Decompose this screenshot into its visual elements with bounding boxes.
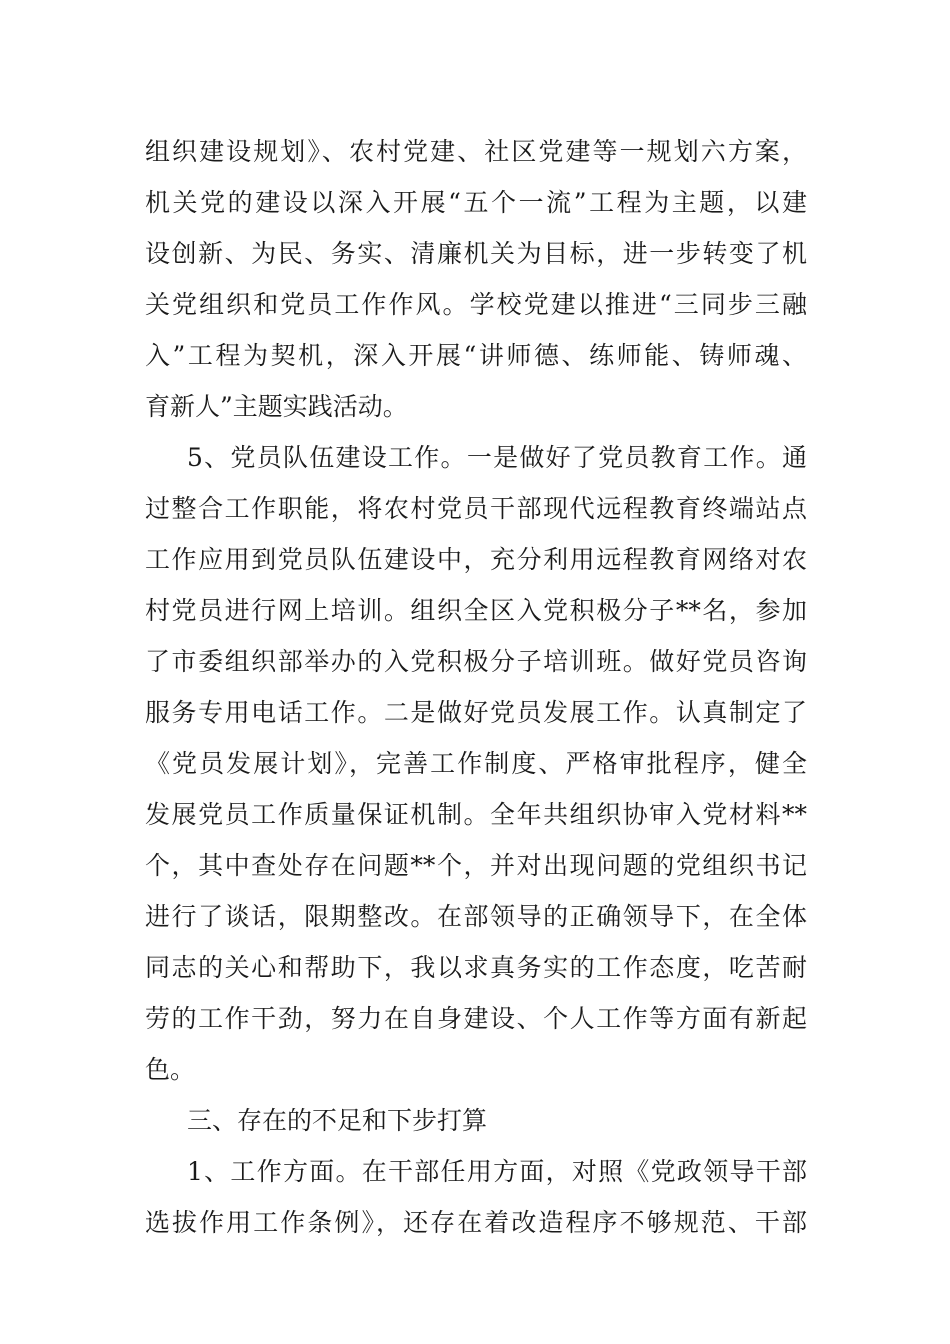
text-line: 设创新、为民、务实、清廉机关为目标，进一步转变了机 bbox=[145, 239, 807, 268]
text-line: 村党员进行网上培训。组织全区入党积极分子**名，参加 bbox=[145, 596, 807, 625]
text-line: 育新人”主题实践活动。 bbox=[145, 392, 408, 421]
text-line: 服务专用电话工作。二是做好党员发展工作。认真制定了 bbox=[145, 698, 807, 727]
text-line: 《党员发展计划》，完善工作制度、严格审批程序，健全 bbox=[145, 749, 807, 778]
text-line: 同志的关心和帮助下，我以求真务实的工作态度，吃苦耐 bbox=[145, 953, 807, 982]
text-line: 入”工程为契机，深入开展“讲师德、练师能、铸师魂、 bbox=[145, 341, 807, 370]
text-line: 色。 bbox=[145, 1055, 196, 1084]
text-line: 关党组织和党员工作作风。学校党建以推进“三同步三融 bbox=[145, 290, 807, 319]
paragraph-member-team bbox=[145, 432, 807, 1095]
document-body bbox=[145, 126, 807, 1248]
paragraph-party-building bbox=[145, 126, 807, 432]
text-line: 组织建设规划》、农村党建、社区党建等一规划六方案， bbox=[145, 137, 807, 166]
text-line: 发展党员工作质量保证机制。全年共组织协审入党材料** bbox=[145, 800, 807, 829]
text-line: 1、工作方面。在干部任用方面，对照《党政领导干部 bbox=[187, 1157, 807, 1186]
section-heading-text: 三、存在的不足和下步打算 bbox=[187, 1106, 488, 1135]
paragraph-work-aspect bbox=[145, 1146, 807, 1248]
text-line: 过整合工作职能，将农村党员干部现代远程教育终端站点 bbox=[145, 494, 807, 523]
text-line: 进行了谈话，限期整改。在部领导的正确领导下，在全体 bbox=[145, 902, 807, 931]
text-line: 了市委组织部举办的入党积极分子培训班。做好党员咨询 bbox=[145, 647, 807, 676]
text-line: 个，其中查处存在问题**个，并对出现问题的党组织书记 bbox=[145, 851, 807, 880]
text-line: 机关党的建设以深入开展“五个一流”工程为主题，以建 bbox=[145, 188, 807, 217]
text-line: 5、党员队伍建设工作。一是做好了党员教育工作。通 bbox=[187, 443, 807, 472]
text-line: 选拔作用工作条例》，还存在着改造程序不够规范、干部 bbox=[145, 1208, 807, 1237]
section-heading bbox=[145, 1095, 807, 1146]
text-line: 工作应用到党员队伍建设中，充分利用远程教育网络对农 bbox=[145, 545, 807, 574]
text-line: 劳的工作干劲，努力在自身建设、个人工作等方面有新起 bbox=[145, 1004, 807, 1033]
